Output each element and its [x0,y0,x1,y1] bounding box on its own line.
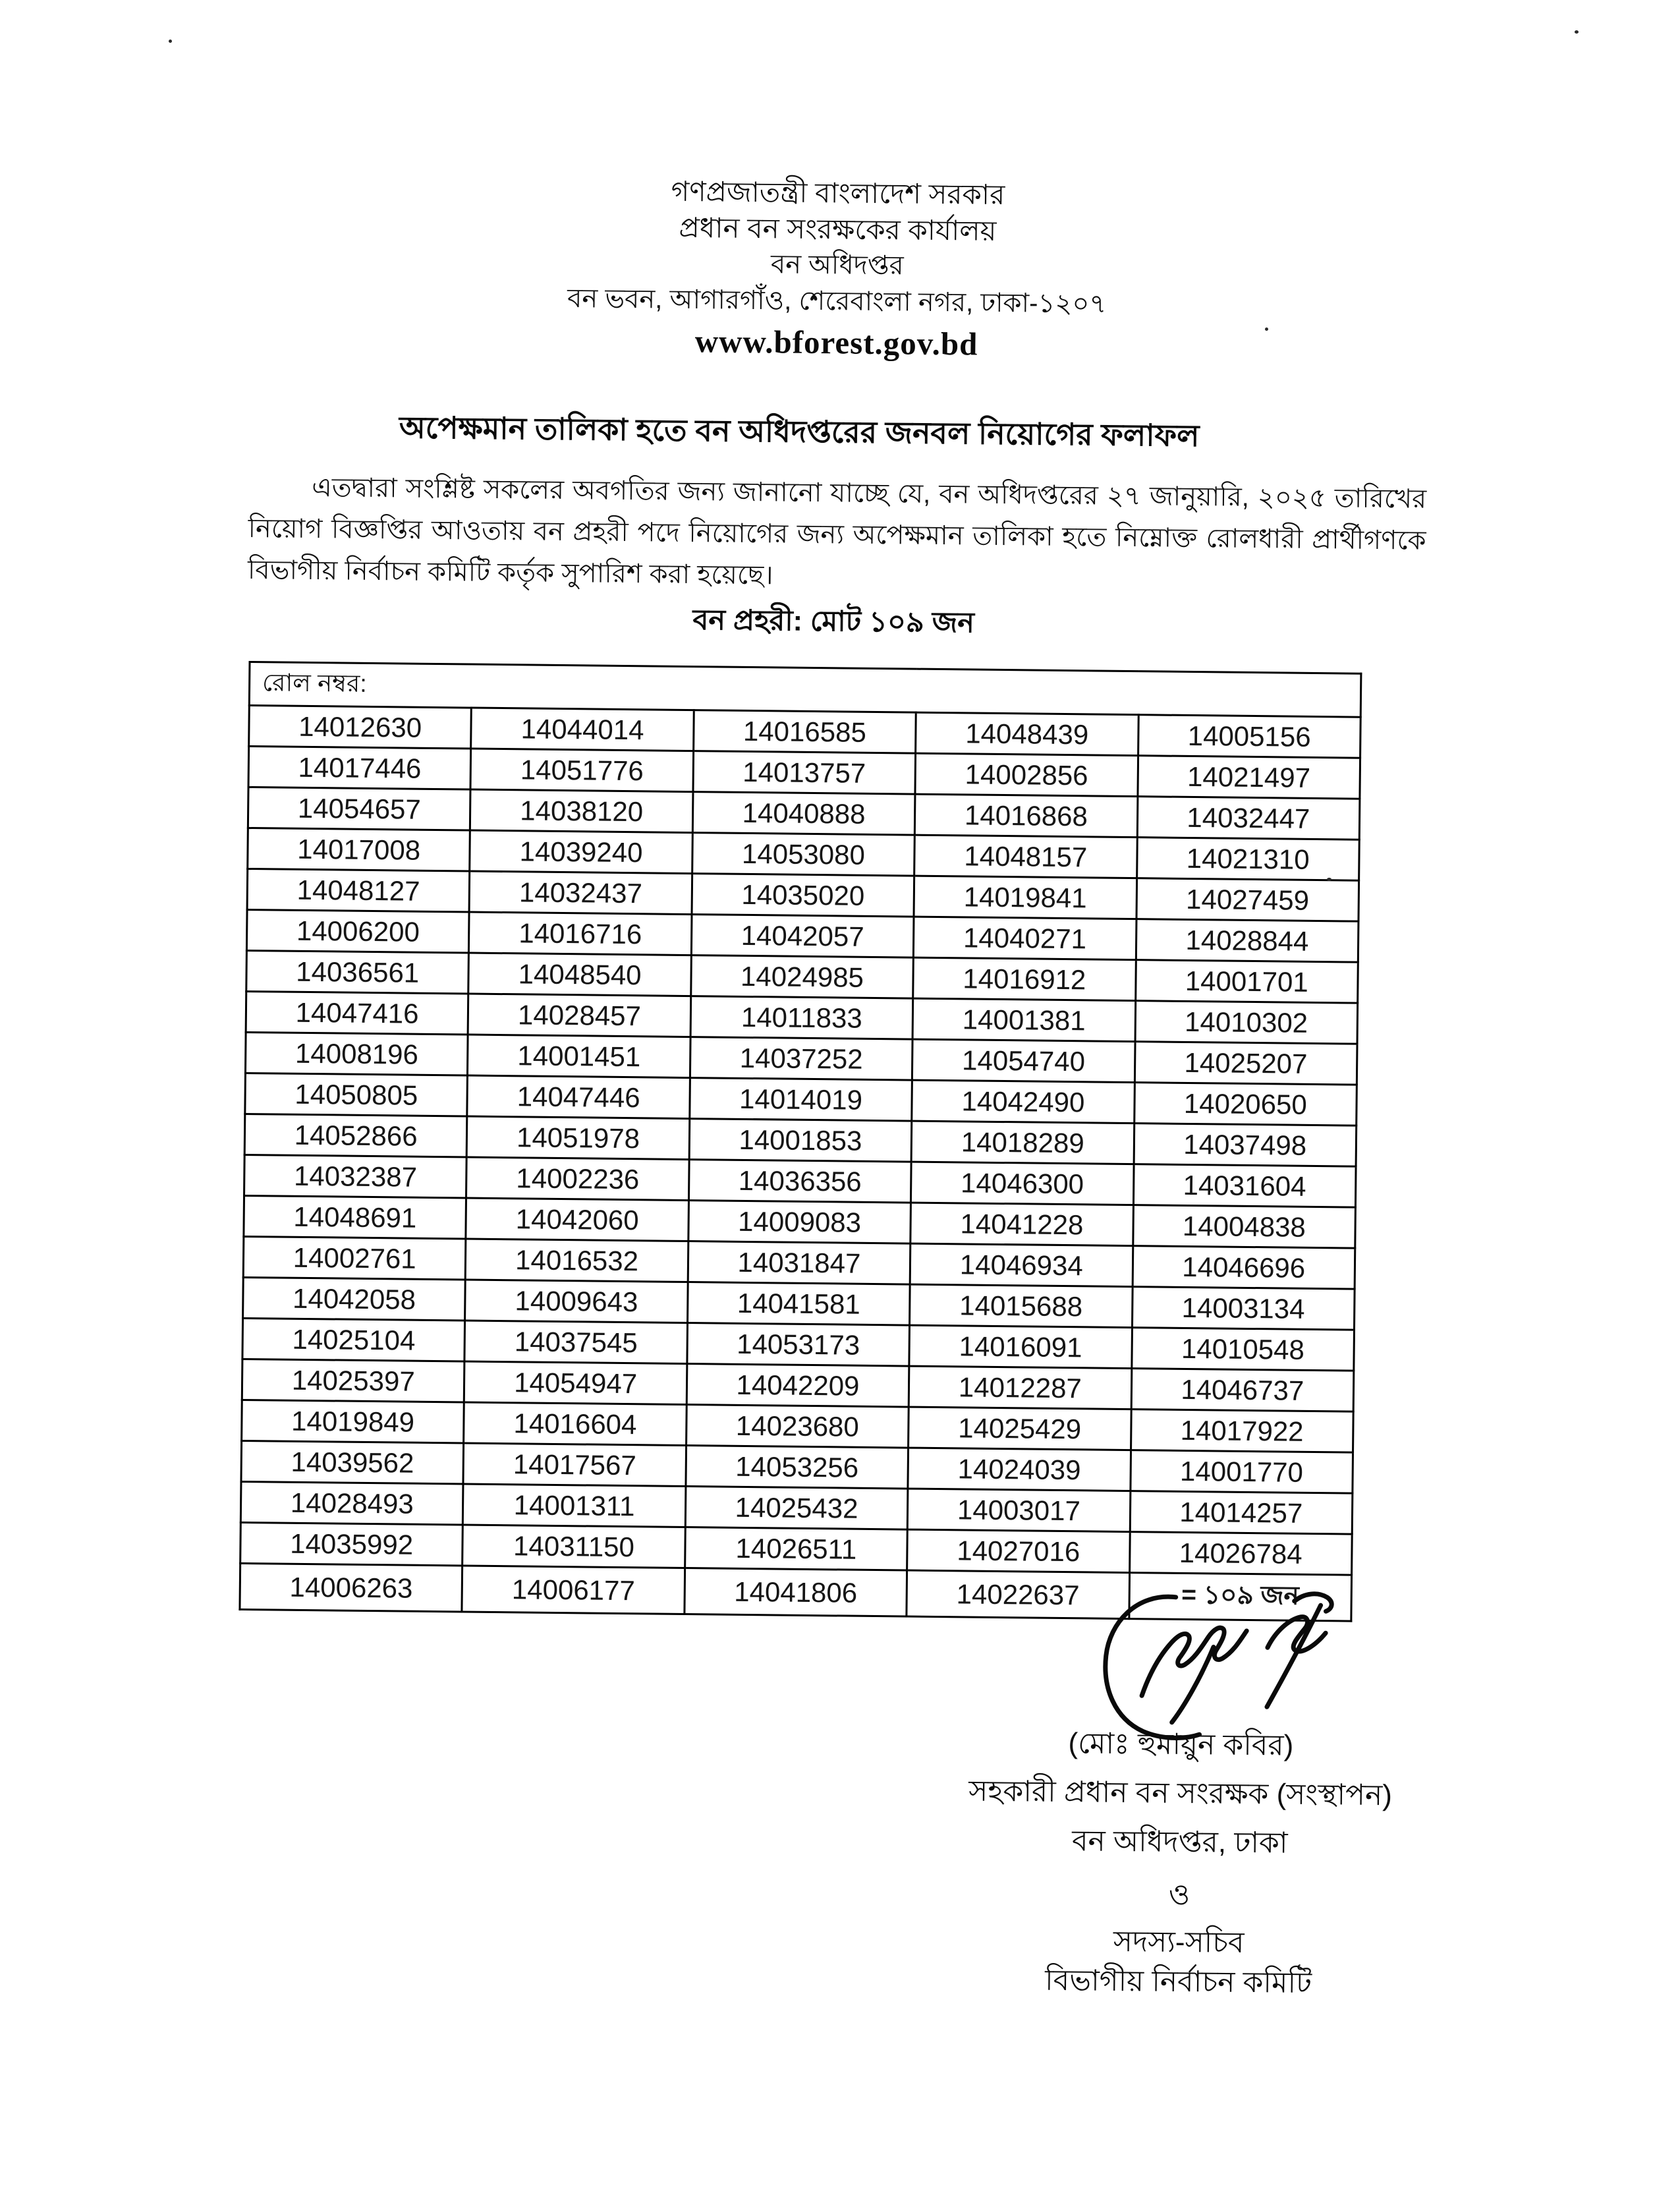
roll-number-cell: 14031604 [1133,1164,1356,1208]
roll-number-cell: 14001311 [463,1484,686,1527]
roll-number-cell: 14014019 [690,1078,912,1122]
committee-name: বিভাগীয় নির্বাচন কমিটি [1044,1964,1312,2000]
office-name: প্রধান বন সংরক্ষকের কার্যালয় [679,212,997,246]
roll-number-cell: 14001381 [912,998,1135,1042]
roll-number-cell: 14002761 [243,1236,466,1280]
roll-number-cell: 14042057 [691,915,914,958]
roll-number-cell: 14051978 [467,1116,690,1160]
roll-number-cell: 14016604 [464,1402,686,1446]
website-url: www.bforest.gov.bd [694,323,978,362]
roll-number-cell: 14023680 [686,1405,909,1448]
roll-number-cell: 14042058 [243,1277,466,1321]
roll-number-cell: 14018289 [911,1121,1134,1164]
roll-number-cell: 14047416 [246,991,468,1035]
roll-number-cell: 14053256 [686,1446,909,1489]
roll-number-cell: 14024039 [908,1448,1131,1491]
roll-number-cell: 14017446 [248,747,471,790]
letterhead [0,166,1678,371]
roll-number-cell: 14041806 [685,1568,907,1617]
roll-number-cell: 14004838 [1133,1205,1355,1249]
roll-number-cell: 14003134 [1132,1287,1355,1330]
roll-number-cell: 14042490 [912,1080,1134,1124]
roll-number-cell: = ১০৯ জন [1129,1573,1351,1622]
roll-number-cell: 14002236 [466,1157,689,1201]
notice-paragraph: এতদ্বারা সংশ্লিষ্ট সকলের অবগতির জন্য জানানো যাচ্ছে যে, বন অধিদপ্তরের ২৭ জানুয়ারি, ২০২৫ তারিখের নিয়োগ বিজ্ঞপ্তির আওতায় বন প্রহরী পদে নিয়োগের জন্য অপেক্ষমান তালিকা হতে নিম্নোক্ত রোলধারী প্রার্থীগণকে বিভাগীয় নির্বাচন কমিটি কর্তৃক সুপারিশ করা হয়েছে। [247,472,1427,590]
roll-number-cell: 14001451 [468,1035,690,1078]
roll-number-cell: 14048157 [914,835,1137,878]
signature-block [934,1581,1426,2035]
roll-number-cell: 14028457 [468,994,690,1037]
roll-number-cell: 14016532 [466,1239,688,1282]
roll-number-cell: 14016716 [469,912,692,955]
roll-number-cell: 14048127 [247,869,470,913]
roll-number-cell: 14032447 [1137,797,1360,840]
roll-number-cell: 14016585 [693,710,916,754]
post-total-heading: বন প্রহরী: মোট ১০৯ জন [692,604,975,639]
roll-number-cell: 14006200 [246,910,469,954]
roll-number-cell: 14025429 [909,1407,1131,1450]
roll-number-table [238,661,1362,1622]
roll-number-cell: 14021310 [1136,838,1359,881]
roll-number-cell: 14040888 [692,792,915,836]
roll-number-cell: 14032437 [469,871,692,915]
scan-speck [169,40,172,43]
roll-number-cell: 14048691 [244,1195,466,1239]
roll-number-cell: 14026784 [1129,1532,1352,1576]
signatory-name: (মোঃ হুমায়ুন কবির) [1068,1727,1294,1762]
roll-number-cell: 14053080 [692,833,914,876]
roll-number-cell: 14011833 [690,996,913,1040]
roll-number-cell: 14022637 [907,1570,1129,1619]
roll-number-cell: 14042209 [686,1364,909,1408]
roll-number-cell: 14019841 [914,876,1136,919]
roll-number-cell: 14054657 [248,787,470,831]
signature-scribble [1042,1583,1353,1744]
roll-number-cell: 14027459 [1136,878,1359,922]
roll-number-cell: 14019849 [242,1400,464,1443]
roll-number-cell: 14054740 [912,1039,1135,1083]
roll-number-cell: 14035992 [240,1522,463,1566]
roll-number-cell: 14028493 [240,1481,463,1525]
roll-number-cell: 14037498 [1134,1124,1357,1167]
roll-number-cell: 14010302 [1135,1001,1358,1044]
office-address: বন ভবন, আগারগাঁও, শেরেবাংলা নগর, ঢাকা-১২০৭ [567,284,1107,319]
roll-number-cell: 14009643 [465,1280,688,1323]
roll-number-cell: 14009083 [688,1201,911,1244]
roll-number-cell: 14002856 [915,753,1138,797]
signatory-office: বন অধিদপ্তর, ঢাকা [1071,1825,1288,1860]
roll-number-cell: 14037545 [464,1321,687,1364]
roll-number-cell: 14031150 [462,1525,685,1568]
roll-number-cell: 14037252 [690,1037,912,1081]
roll-number-cell: 14047446 [467,1075,690,1119]
roll-number-cell: 14028844 [1136,919,1358,963]
roll-number-cell: 14027016 [907,1529,1130,1573]
roll-number-cell: 14050805 [245,1073,468,1116]
roll-number-cell: 14010548 [1131,1328,1354,1371]
roll-number-cell: 14054947 [464,1361,687,1405]
government-name: গণপ্রজাতন্ত্রী বাংলাদেশ সরকার [671,175,1005,210]
roll-number-cell: 14017567 [463,1443,686,1487]
roll-number-cell: 14041228 [910,1203,1133,1246]
roll-number-cell: 14026511 [685,1527,907,1571]
roll-number-cell: 14039240 [470,830,692,874]
roll-number-cell: 14038120 [470,789,693,833]
roll-number-cell: 14051776 [470,749,693,792]
roll-number-cell: 14016912 [913,957,1136,1001]
roll-number-cell: 14006177 [462,1566,685,1614]
roll-number-cell: 14044014 [471,708,694,751]
department-name: বন অধিদপ্তর [770,250,904,281]
roll-number-cell: 14048439 [916,712,1138,756]
roll-number-cell: 14020650 [1134,1083,1357,1126]
roll-number-cell: 14017922 [1131,1410,1353,1453]
roll-number-cell: 14046300 [911,1162,1134,1205]
roll-number-cell: 14046696 [1133,1246,1355,1290]
signatory-role: সদস্য-সচিব [1113,1925,1245,1959]
roll-number-cell: 14042060 [466,1198,688,1241]
roll-number-cell: 14039562 [241,1440,464,1484]
scan-speck [1265,328,1268,331]
roll-number-cell: 14046737 [1131,1369,1354,1412]
roll-number-cell: 14025432 [685,1487,908,1530]
roll-number-cell: 14016091 [909,1325,1132,1369]
roll-number-cell: 14016868 [914,794,1137,838]
roll-number-cell: 14003017 [907,1489,1130,1532]
roll-number-cell: 14025104 [242,1318,465,1361]
roll-number-cell: 14012630 [249,706,472,749]
roll-number-cell: 14012287 [909,1366,1131,1410]
page-title: অপেক্ষমান তালিকা হতে বন অধিদপ্তরের জনবল নিয়োগের ফলাফল [399,410,1200,453]
scan-speck [1575,30,1579,34]
roll-number-cell: 14013757 [693,751,916,795]
roll-number-cell: 14008196 [245,1032,468,1075]
roll-number-cell: 14036356 [688,1160,911,1203]
roll-number-cell: 14053173 [687,1323,910,1367]
roll-number-cell: 14014257 [1130,1491,1353,1535]
roll-table-body [240,706,1360,1622]
roll-number-cell: 14036561 [246,950,469,994]
roll-number-cell: 14021497 [1138,756,1360,799]
roll-number-cell: 14040271 [914,917,1136,960]
roll-number-cell: 14048540 [468,953,691,996]
roll-number-cell: 14025397 [242,1359,464,1402]
roll-number-cell: 14052866 [244,1114,467,1157]
conjunction-text: ও [1168,1878,1190,1912]
roll-number-cell: 14001853 [689,1119,912,1162]
roll-number-cell: 14025207 [1134,1042,1357,1085]
roll-number-cell: 14015688 [910,1284,1133,1328]
roll-number-cell: 14005156 [1138,715,1360,758]
roll-number-cell: 14001701 [1135,960,1358,1004]
roll-number-cell: 14006263 [240,1563,462,1612]
roll-number-cell: 14001770 [1130,1450,1353,1494]
roll-number-cell: 14046934 [910,1243,1133,1287]
roll-number-cell: 14017008 [248,828,470,872]
scan-speck [1327,878,1331,881]
roll-number-cell: 14035020 [692,874,914,917]
roll-number-cell: 14031847 [688,1241,910,1285]
table-header-cell: রোল নম্বর: [249,662,1361,718]
roll-number-cell: 14041581 [687,1282,910,1326]
roll-number-cell: 14032387 [244,1154,467,1198]
roll-number-cell: 14024985 [691,955,914,999]
signatory-designation: সহকারী প্রধান বন সংরক্ষক (সংস্থাপন) [968,1775,1393,1812]
